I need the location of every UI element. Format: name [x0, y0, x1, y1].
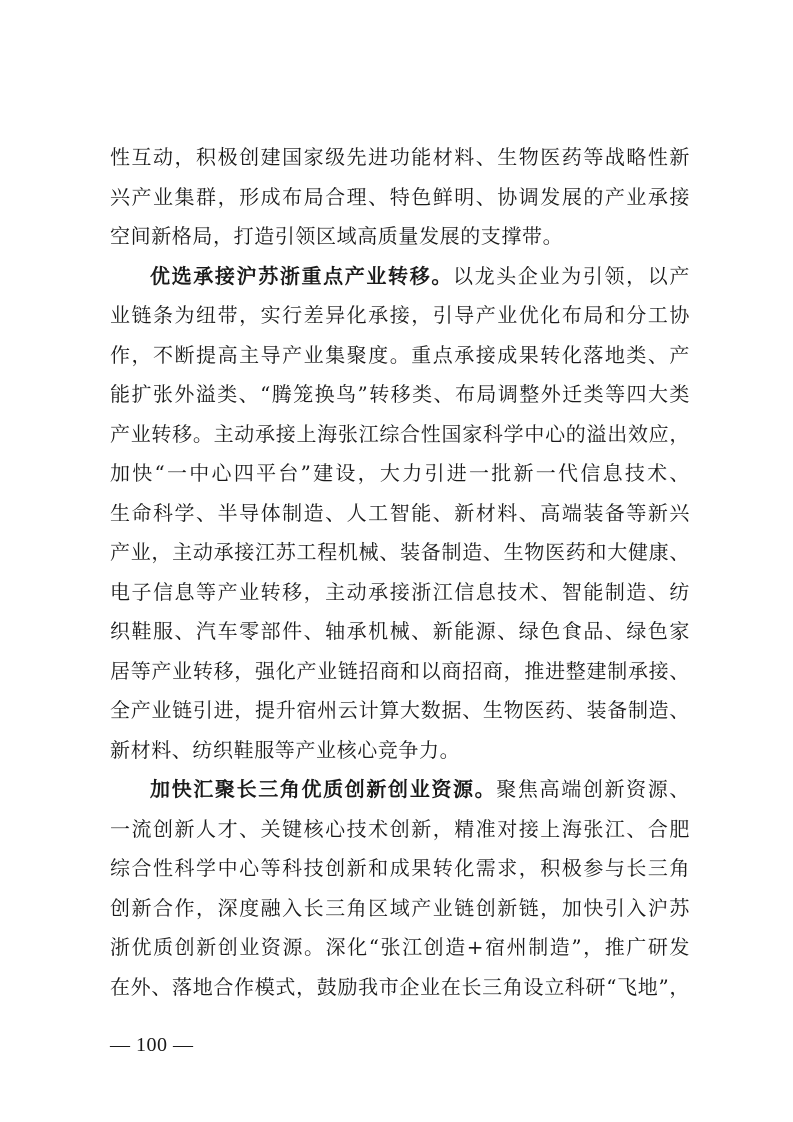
text-line: 织鞋服、汽车零部件、轴承机械、新能源、绿色食品、绿色家: [110, 619, 690, 643]
text-line: 兴产业集群，形成布局合理、特色鲜明、协调发展的产业承接: [110, 184, 690, 209]
text-line: 全产业链引进，提升宿州云计算大数据、生物医药、装备制造、: [110, 698, 690, 722]
page-number: — 100 —: [110, 1034, 194, 1056]
paragraph-heading: 加快汇聚长三角优质创新创业资源。: [150, 777, 497, 801]
text-line: 居等产业转移，强化产业链招商和以商招商，推进整建制承接、: [110, 658, 690, 683]
text-run: 聚焦高端创新资源、: [496, 777, 690, 801]
text-line: 能扩张外溢类、“腾笼换鸟”转移类、布局调整外迁类等四大类: [110, 382, 690, 406]
text-line: 空间新格局，打造引领区域高质量发展的支撑带。: [110, 224, 564, 248]
text-line: 业链条为纽带，实行差异化承接，引导产业优化布局和分工协: [110, 303, 690, 327]
paragraph-heading: 优选承接沪苏浙重点产业转移。: [150, 263, 453, 288]
text-line: 产业，主动承接江苏工程机械、装备制造、生物医药和大健康、: [110, 540, 690, 564]
text-run: 以龙头企业为引领，以产: [452, 263, 690, 288]
paragraph-first-line: [110, 257, 690, 297]
text-line: 创新合作，深度融入长三角区域产业链创新链，加快引入沪苏: [110, 895, 690, 920]
text-line: 性互动，积极创建国家级先进功能材料、生物医药等战略性新: [110, 145, 690, 169]
text-line: 新材料、纺织鞋服等产业核心竞争力。: [110, 737, 461, 762]
text-line: 生命科学、半导体制造、人工智能、新材料、高端装备等新兴: [110, 500, 690, 525]
text-line: 作，不断提高主导产业集聚度。重点承接成果转化落地类、产: [110, 342, 690, 367]
text-line: 产业转移。主动承接上海张江综合性国家科学中心的溢出效应，: [110, 421, 690, 446]
text-line: 加快“一中心四平台”建设，大力引进一批新一代信息技术、: [110, 461, 690, 485]
body-text: [110, 138, 690, 1007]
text-line: 浙优质创新创业资源。深化“张江创造+宿州制造”，推广研发: [110, 935, 690, 959]
text-line: 一流创新人才、关键核心技术创新，精准对接上海张江、合肥: [110, 816, 690, 841]
text-line: 在外、落地合作模式，鼓励我市企业在长三角设立科研“飞地”，: [110, 974, 690, 999]
paragraph-first-line: [110, 770, 690, 810]
text-line: 电子信息等产业转移，主动承接浙江信息技术、智能制造、纺: [110, 579, 690, 604]
text-line: 综合性科学中心等科技创新和成果转化需求，积极参与长三角: [110, 856, 690, 880]
